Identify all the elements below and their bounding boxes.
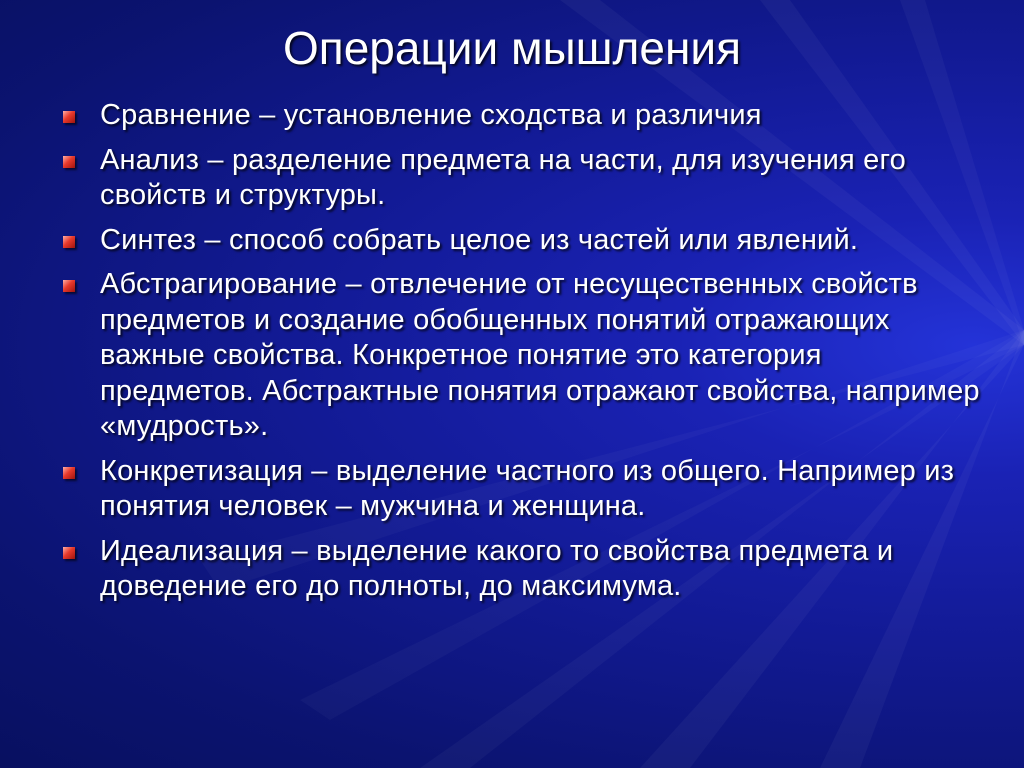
slide-title: Операции мышления [283,22,741,74]
list-item-text: Сравнение – установление сходства и различия [100,99,762,131]
square-bullet-icon [63,156,75,168]
list-item [60,267,980,445]
square-bullet-icon [63,236,75,248]
list-item [60,534,980,605]
list-item [60,454,980,525]
list-item-text: Конкретизация – выделение частного из общего. Например из понятия человек – мужчина и женщина. [100,454,955,522]
list-item [60,143,980,214]
list-item-text: Анализ – разделение предмета на части, для изучения его свойств и структуры. [100,143,906,211]
list-item-text: Синтез – способ собрать целое из частей или явлений. [100,223,859,256]
list-item-text: Абстрагирование – отвлечение от несущественных свойств предметов и создание обобщенных понятий отражающих важные свойства. Конкретное понятие это категория предметов. Абстрактные понятия отражают свойства, например «мудрость». [100,268,980,442]
list-item [60,98,980,134]
square-bullet-icon [63,547,75,559]
list-item-text: Идеализация – выделение какого то свойства предмета и доведение его до полноты, до максимума. [100,534,894,602]
square-bullet-icon [63,111,75,123]
square-bullet-icon [63,280,75,292]
square-bullet-icon [63,467,75,479]
bullet-list [60,98,980,614]
list-item [60,223,980,259]
